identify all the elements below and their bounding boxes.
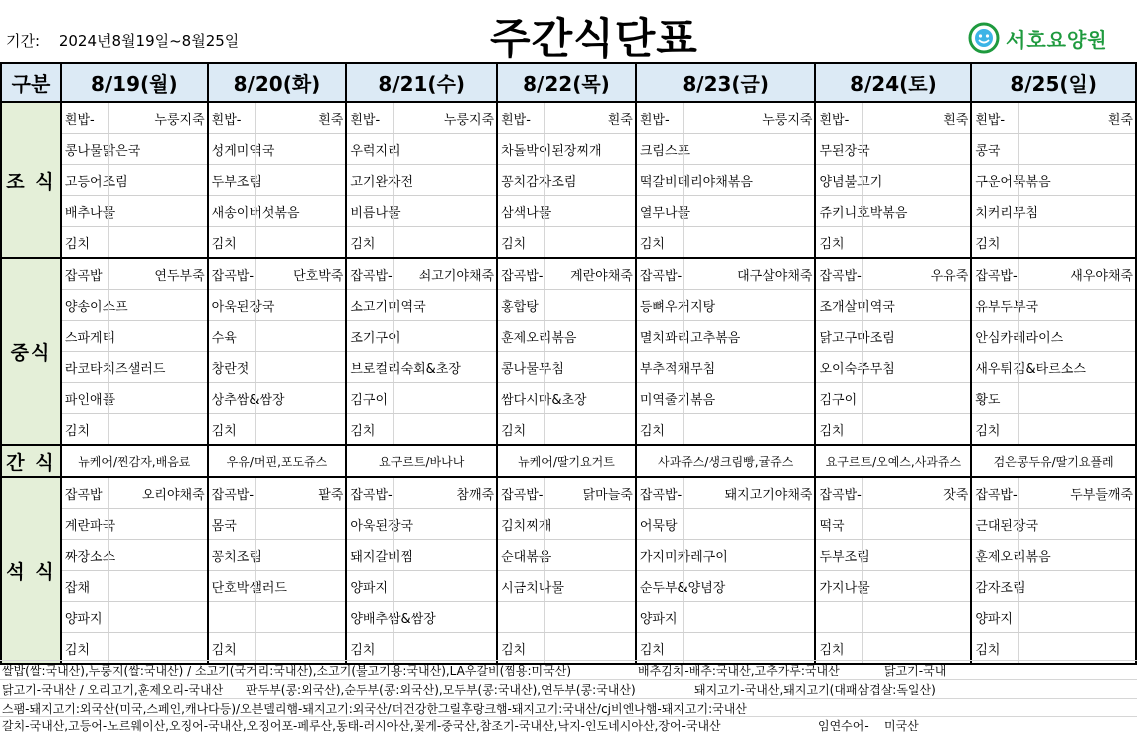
menu-cell (208, 165, 347, 196)
menu-item: 멸치꽈리고추볶음 (639, 330, 741, 346)
menu-cell (971, 571, 1136, 602)
menu-item-porridge: 누룽지죽 (762, 112, 813, 128)
menu-cell (61, 165, 208, 196)
menu-cell (346, 571, 497, 602)
menu-cell (208, 509, 347, 540)
menu-item: 잡곡밥- (501, 268, 544, 284)
meal-label: 조 식 (1, 102, 61, 258)
menu-item: 꽁치감자조림 (501, 174, 577, 190)
menu-cell (497, 258, 636, 290)
menu-cell (61, 477, 208, 509)
menu-item: 떡갈비데리야채볶음 (639, 174, 753, 190)
menu-item: 꽁치조림 (211, 549, 262, 565)
menu-cell (346, 321, 497, 352)
day-header: 8/20(화) (208, 63, 347, 102)
menu-cell (497, 414, 636, 446)
menu-cell (971, 414, 1136, 446)
menu-item-porridge: 누룽지죽 (154, 112, 205, 128)
menu-item-porridge: 연두부죽 (154, 268, 205, 284)
menu-item: 잡곡밥- (819, 487, 862, 503)
menu-item: 부추적채무침 (639, 361, 716, 377)
menu-cell (61, 258, 208, 290)
menu-cell (497, 102, 636, 134)
menu-cell (208, 102, 347, 134)
menu-item: 김치 (975, 423, 1001, 439)
page-title: 주간식단표 (490, 14, 698, 63)
menu-cell (815, 196, 971, 227)
menu-cell (346, 477, 497, 509)
menu-item-porridge: 참깨죽 (456, 487, 495, 503)
menu-cell (497, 196, 636, 227)
menu-cell (636, 165, 816, 196)
menu-item: 김치 (639, 642, 665, 658)
menu-cell (346, 383, 497, 414)
snack-cell: 요구르트/오예스,사과쥬스 (815, 445, 971, 477)
menu-item: 김치 (819, 423, 845, 439)
menu-item-porridge: 단호박죽 (293, 268, 344, 284)
menu-item: 조개살미역국 (819, 299, 895, 315)
menu-item: 양념불고기 (819, 174, 883, 190)
menu-cell (61, 227, 208, 259)
menu-cell (636, 571, 816, 602)
menu-item: 양파지 (639, 611, 678, 627)
menu-item: 콩국 (975, 143, 1001, 159)
menu-cell (208, 321, 347, 352)
menu-cell (971, 352, 1136, 383)
menu-cell (815, 321, 971, 352)
menu-cell (346, 352, 497, 383)
menu-item: 새우튀김&타르소스 (975, 361, 1086, 377)
menu-cell (497, 540, 636, 571)
menu-item: 두부조림 (211, 174, 262, 190)
origin-note: 쌀밥(쌀:국내산),누룽지(쌀:국내산) / 소고기(국거리:국내산),소고기(불고기용:국내산),LA우갈비(찜용:미국산) (2, 664, 571, 678)
menu-item-porridge: 쇠고기야채죽 (418, 268, 495, 284)
menu-item: 잡곡밥- (350, 487, 393, 503)
menu-cell (346, 227, 497, 259)
menu-item: 조기구이 (350, 330, 401, 346)
menu-item-porridge: 흰죽 (943, 112, 969, 128)
menu-cell (61, 134, 208, 165)
menu-item: 구운어묵볶음 (975, 174, 1051, 190)
menu-item: 새송이버섯볶음 (211, 205, 300, 221)
menu-cell (815, 352, 971, 383)
menu-item: 크림스프 (639, 143, 691, 159)
period-label: 기간: (6, 32, 41, 50)
menu-item: 순대볶음 (501, 549, 552, 565)
menu-item: 양파지 (350, 580, 389, 596)
menu-item-porridge: 돼지고기야채죽 (724, 487, 813, 503)
snack-cell: 뉴케어/딸기요거트 (497, 445, 636, 477)
menu-item: 김치 (64, 423, 91, 439)
menu-item: 잡곡밥 (64, 268, 103, 284)
menu-item: 배추나물 (64, 205, 116, 221)
menu-cell (815, 102, 971, 134)
menu-item: 가지미카레구이 (639, 549, 728, 565)
menu-item-porridge: 누룽지죽 (443, 112, 495, 128)
menu-cell (61, 290, 208, 321)
menu-item: 돼지갈비찜 (350, 549, 414, 565)
menu-item: 김구이 (819, 392, 858, 408)
menu-cell (61, 196, 208, 227)
menu-cell (636, 602, 816, 633)
menu-item: 김치 (819, 642, 845, 658)
menu-cell (497, 321, 636, 352)
menu-item: 브로컬리숙회&초장 (350, 361, 461, 377)
menu-item: 잡곡밥- (211, 268, 255, 284)
menu-item-porridge: 오리야채죽 (141, 487, 205, 503)
origin-note: 닭고기-국내산 / 오리고기,훈제오리-국내산 (2, 683, 224, 697)
menu-cell (208, 258, 347, 290)
menu-cell (815, 258, 971, 290)
menu-item: 미역줄기볶음 (639, 392, 716, 408)
menu-cell (208, 414, 347, 446)
origin-note: 미국산 (884, 719, 919, 733)
day-header: 8/23(금) (636, 63, 816, 102)
menu-cell (636, 102, 816, 134)
menu-item: 단호박샐러드 (211, 580, 287, 596)
menu-cell (971, 540, 1136, 571)
menu-item: 콩나물무침 (501, 361, 564, 377)
menu-item: 흰밥- (639, 112, 670, 128)
menu-cell (346, 258, 497, 290)
day-header: 8/25(일) (971, 63, 1136, 102)
menu-item: 닭고구마조림 (819, 330, 895, 346)
menu-cell (636, 477, 816, 509)
menu-cell (971, 196, 1136, 227)
snack-cell: 사과쥬스/생크림빵,귤쥬스 (636, 445, 816, 477)
menu-cell (971, 477, 1136, 509)
menu-item: 몸국 (211, 518, 237, 534)
menu-item: 떡국 (819, 518, 845, 534)
period-value: 2024년8월19일~8월25일 (58, 32, 240, 50)
menu-cell (208, 477, 347, 509)
menu-item: 김치 (350, 423, 376, 439)
menu-item-porridge: 팥죽 (318, 487, 344, 503)
logo (968, 22, 1108, 54)
menu-item: 유부두부국 (975, 299, 1039, 315)
menu-cell (971, 383, 1136, 414)
menu-cell (815, 602, 971, 633)
menu-item: 김치 (819, 236, 845, 252)
menu-item: 소고기미역국 (350, 299, 426, 315)
origin-note: 판두부(콩:외국산),순두부(콩:외국산),모두부(콩:국내산),연두부(콩:국내산) (246, 683, 636, 697)
snack-cell: 검은콩두유/딸기요플레 (971, 445, 1136, 477)
snack-cell: 뉴케어/찐감자,배음료 (61, 445, 208, 477)
menu-cell (346, 540, 497, 571)
menu-item: 감자조림 (975, 580, 1026, 596)
menu-cell (497, 477, 636, 509)
smiley-logo-icon (968, 22, 1000, 54)
menu-cell (346, 102, 497, 134)
menu-item: 잡곡밥- (975, 487, 1018, 503)
menu-item-porridge: 흰죽 (1107, 112, 1133, 128)
menu-cell (346, 196, 497, 227)
menu-item-porridge: 흰죽 (318, 112, 344, 128)
menu-cell (497, 227, 636, 259)
origin-note: 배추김치-배추:국내산,고추가루:국내산 (638, 664, 840, 678)
menu-item: 김구이 (350, 392, 389, 408)
menu-item: 잡곡밥- (501, 487, 544, 503)
menu-item: 고기완자전 (350, 174, 414, 190)
menu-item: 콩나물맑은국 (64, 143, 141, 159)
menu-cell (497, 290, 636, 321)
menu-item-porridge: 닭마늘죽 (582, 487, 633, 503)
logo-text: 서호요양원 (1006, 27, 1108, 52)
menu-item: 잡채 (64, 580, 91, 596)
menu-item-porridge: 두부들깨죽 (1070, 487, 1133, 503)
menu-cell (497, 165, 636, 196)
menu-cell (497, 571, 636, 602)
menu-cell (346, 509, 497, 540)
menu-item: 김치 (211, 423, 237, 439)
menu-item: 아욱된장국 (211, 299, 275, 315)
menu-item-porridge: 흰죽 (607, 112, 633, 128)
menu-cell (346, 602, 497, 633)
menu-item-porridge: 대구살야채죽 (737, 268, 813, 284)
menu-cell (208, 290, 347, 321)
menu-item: 흰밥- (501, 112, 531, 128)
menu-cell (815, 134, 971, 165)
menu-item: 김치 (350, 236, 376, 252)
menu-item: 성게미역국 (211, 143, 275, 159)
menu-item: 훈제오리볶음 (975, 549, 1051, 565)
menu-item: 잡곡밥- (350, 268, 393, 284)
menu-cell (61, 540, 208, 571)
menu-item: 김치 (975, 642, 1001, 658)
day-header: 8/21(수) (346, 63, 497, 102)
menu-cell (815, 540, 971, 571)
menu-item: 훈제오리볶음 (501, 330, 577, 346)
menu-item: 김치찌개 (501, 518, 552, 534)
menu-cell (815, 571, 971, 602)
menu-cell (636, 383, 816, 414)
menu-item: 잡곡밥- (639, 268, 683, 284)
menu-item: 오이숙주무침 (819, 361, 895, 377)
menu-item-porridge: 계란야채죽 (570, 268, 633, 284)
menu-cell (346, 414, 497, 446)
menu-cell (815, 383, 971, 414)
origin-note: 임연수어- (818, 719, 869, 733)
menu-item: 스파게티 (64, 330, 116, 346)
menu-item: 창란젓 (211, 361, 250, 377)
menu-item: 김치 (501, 642, 527, 658)
menu-cell (61, 321, 208, 352)
menu-item: 짜장소스 (64, 549, 116, 565)
menu-cell (346, 290, 497, 321)
menu-item: 차돌박이된장찌개 (501, 143, 602, 159)
menu-item: 양송이스프 (64, 299, 128, 315)
menu-item: 쥬키니호박볶음 (819, 205, 908, 221)
origin-note: 스팸-돼지고기:외국산(미국,스페인,캐나다등)/오븐델리햄-돼지고기:외국산/더건강한그릴후랑크햄-돼지고기:국내산/cj비엔나햄-돼지고기:국내산 (2, 702, 747, 716)
menu-cell (208, 227, 347, 259)
menu-item: 아욱된장국 (350, 518, 414, 534)
snack-cell: 요구르트/바나나 (346, 445, 497, 477)
menu-cell (815, 165, 971, 196)
menu-item: 쌈다시마&초장 (501, 392, 587, 408)
menu-item-porridge: 새우야채죽 (1070, 268, 1133, 284)
menu-cell (636, 134, 816, 165)
menu-item: 치커리무침 (975, 205, 1039, 221)
menu-item: 우럭지리 (350, 143, 401, 159)
menu-item: 잡곡밥- (975, 268, 1018, 284)
menu-cell (636, 321, 816, 352)
menu-item: 양파지 (975, 611, 1013, 627)
menu-item: 양배추쌈&쌈장 (350, 611, 436, 627)
menu-item: 시금치나물 (501, 580, 564, 596)
menu-item: 잡곡밥- (639, 487, 683, 503)
meal-label: 중식 (1, 258, 61, 445)
menu-cell (497, 134, 636, 165)
menu-cell (971, 134, 1136, 165)
menu-cell (208, 196, 347, 227)
menu-cell (971, 509, 1136, 540)
menu-cell (208, 134, 347, 165)
menu-cell (815, 414, 971, 446)
menu-item: 김치 (639, 423, 665, 439)
menu-item: 김치 (211, 236, 237, 252)
menu-cell (971, 165, 1136, 196)
snack-cell: 우유/머핀,포도쥬스 (208, 445, 347, 477)
menu-cell (61, 414, 208, 446)
menu-item: 근대된장국 (975, 518, 1039, 534)
menu-item: 라코타치즈샐러드 (64, 361, 166, 377)
menu-cell (971, 321, 1136, 352)
menu-item: 흰밥- (819, 112, 850, 128)
menu-table (0, 62, 1137, 665)
day-header: 8/24(토) (815, 63, 971, 102)
menu-item: 흰밥- (64, 112, 95, 128)
menu-cell (61, 102, 208, 134)
menu-item: 흰밥- (975, 112, 1006, 128)
menu-cell (61, 509, 208, 540)
menu-item: 흰밥- (350, 112, 381, 128)
meal-label: 석 식 (1, 477, 61, 664)
menu-item: 열무나물 (639, 205, 691, 221)
menu-item: 순두부&양념장 (639, 580, 726, 596)
menu-cell (61, 571, 208, 602)
menu-cell (636, 227, 816, 259)
menu-cell (61, 602, 208, 633)
menu-cell (815, 477, 971, 509)
menu-cell (346, 165, 497, 196)
menu-cell (497, 509, 636, 540)
menu-item: 김치 (639, 236, 665, 252)
origin-note: 갈치-국내산,고등어-노르웨이산,오징어-국내산,오징어포-페루산,동태-러시아산,꽃게-중국산,참조기-국내산,낙지-인도네시아산,장어-국내산 (2, 719, 721, 733)
menu-cell (971, 602, 1136, 633)
menu-item: 김치 (350, 642, 376, 658)
period (6, 30, 239, 51)
menu-item: 등뼈우거지탕 (639, 299, 716, 315)
corner-label: 구분 (1, 63, 61, 102)
menu-item: 어묵탕 (639, 518, 678, 534)
menu-cell (636, 509, 816, 540)
menu-cell (208, 571, 347, 602)
menu-cell (815, 509, 971, 540)
menu-cell (208, 352, 347, 383)
day-header: 8/22(목) (497, 63, 636, 102)
menu-item: 잡곡밥- (211, 487, 255, 503)
menu-cell (636, 258, 816, 290)
menu-item: 김치 (64, 236, 91, 252)
menu-cell (815, 290, 971, 321)
menu-item: 상추쌈&쌈장 (211, 392, 285, 408)
menu-item: 삼색나물 (501, 205, 552, 221)
menu-item: 파인애플 (64, 392, 116, 408)
menu-item-porridge: 우유죽 (930, 268, 969, 284)
origin-note: 닭고기-국내 (884, 664, 947, 678)
menu-item: 잡곡밥 (64, 487, 103, 503)
menu-item: 황도 (975, 392, 1001, 408)
menu-cell (636, 414, 816, 446)
menu-cell (815, 227, 971, 259)
menu-cell (971, 102, 1136, 134)
origin-note: 돼지고기-국내산,돼지고기(대패삼겹살:독일산) (694, 683, 936, 697)
menu-cell (636, 352, 816, 383)
menu-cell (497, 602, 636, 633)
menu-cell (346, 134, 497, 165)
menu-cell (971, 290, 1136, 321)
menu-item: 흰밥- (211, 112, 242, 128)
menu-item: 홍합탕 (501, 299, 539, 315)
menu-item: 두부조림 (819, 549, 870, 565)
menu-cell (497, 383, 636, 414)
menu-item: 김치 (975, 236, 1001, 252)
menu-item: 김치 (501, 423, 527, 439)
menu-item: 김치 (501, 236, 527, 252)
menu-item: 계란파국 (64, 518, 116, 534)
meal-label: 간 식 (1, 445, 61, 477)
menu-item: 가지나물 (819, 580, 870, 596)
menu-cell (636, 196, 816, 227)
menu-item: 양파지 (64, 611, 103, 627)
menu-cell (636, 290, 816, 321)
menu-item-porridge: 잣죽 (943, 487, 969, 503)
menu-cell (497, 352, 636, 383)
menu-cell (61, 383, 208, 414)
menu-item: 김치 (64, 642, 91, 658)
menu-item: 잡곡밥- (819, 268, 862, 284)
menu-cell (636, 540, 816, 571)
menu-cell (208, 383, 347, 414)
menu-cell (971, 258, 1136, 290)
menu-item: 고등어조림 (64, 174, 128, 190)
menu-cell (971, 227, 1136, 259)
menu-cell (208, 602, 347, 633)
menu-item: 비름나물 (350, 205, 401, 221)
day-header: 8/19(월) (61, 63, 208, 102)
menu-item: 김치 (211, 642, 237, 658)
menu-item: 수육 (211, 330, 237, 346)
menu-cell (61, 352, 208, 383)
menu-item: 무된장국 (819, 143, 870, 159)
menu-item: 안심카레라이스 (975, 330, 1064, 346)
menu-cell (208, 540, 347, 571)
